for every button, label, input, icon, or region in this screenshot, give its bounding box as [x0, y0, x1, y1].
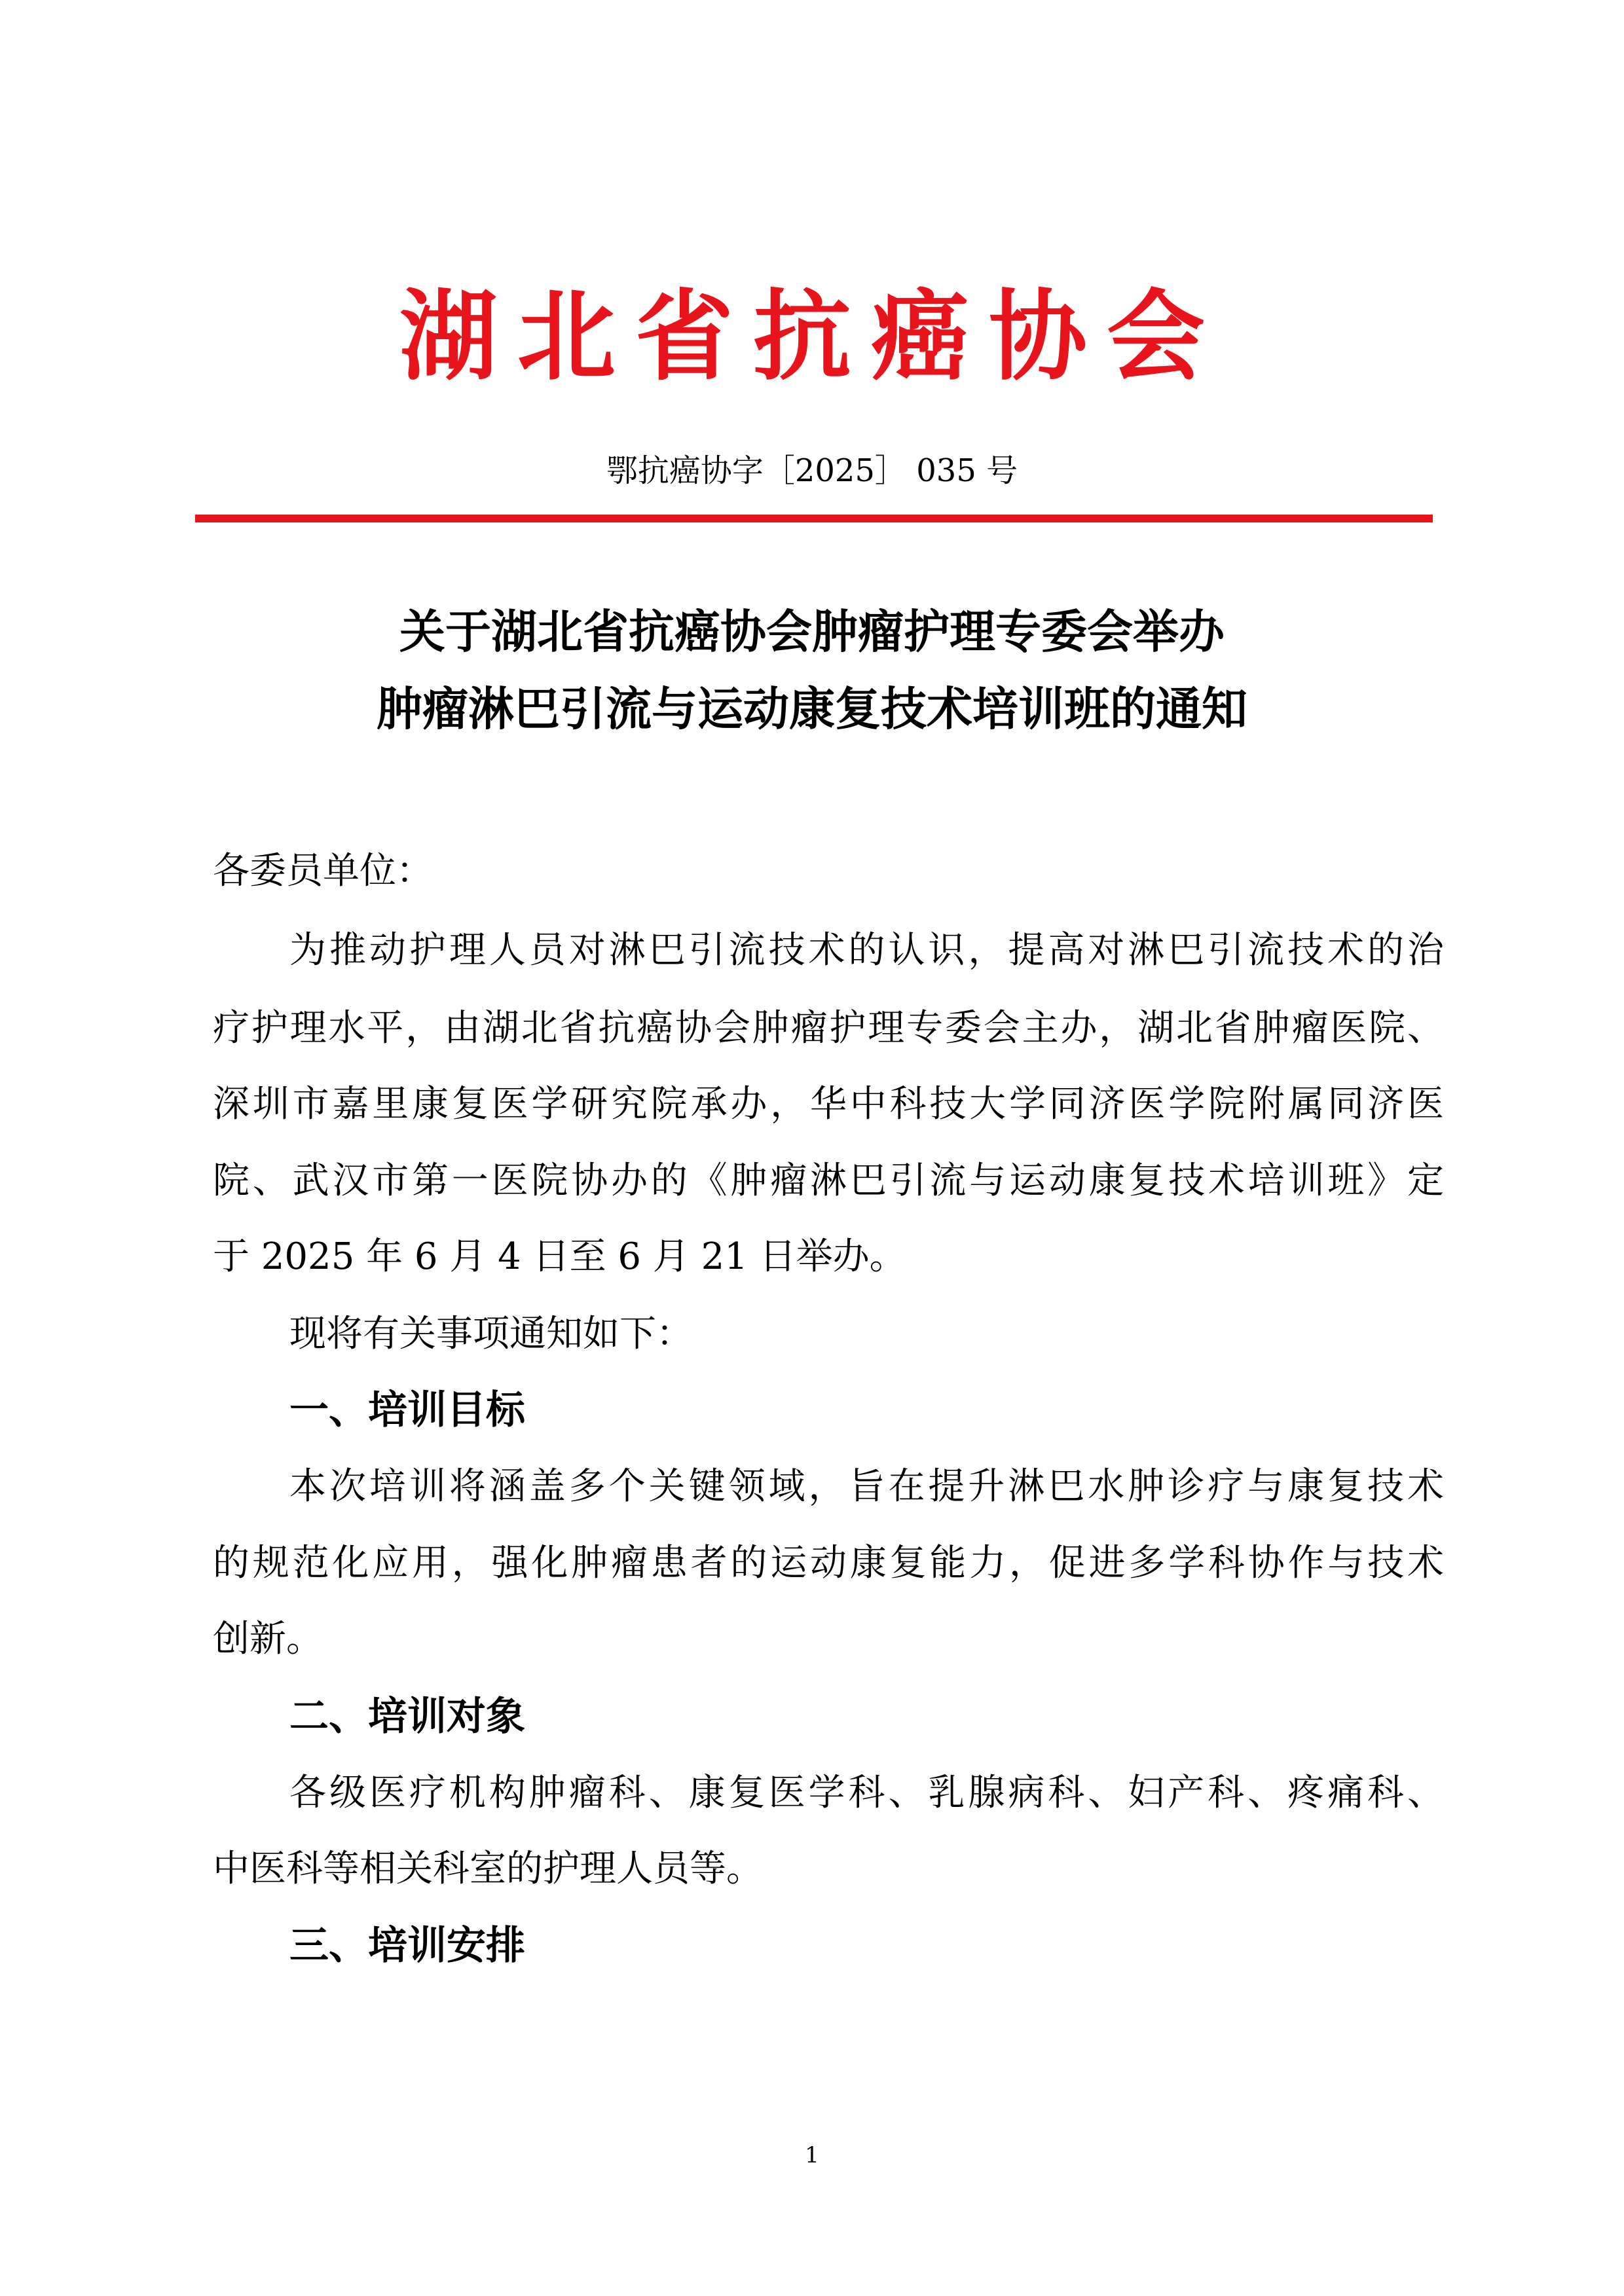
intro-paragraph-line: 疗护理水平，由湖北省抗癌协会肿瘤护理专委会主办，湖北省肿瘤医院、 [213, 1007, 1444, 1049]
section-heading-training-goal: 一、培训目标 [289, 1387, 525, 1433]
section-1-line: 创新。 [213, 1618, 323, 1660]
org-header: 湖北省抗癌协会 [399, 280, 1225, 394]
notice-title-line-2: 肿瘤淋巴引流与运动康复技术培训班的通知 [377, 682, 1247, 736]
notice-line: 现将有关事项通知如下： [289, 1313, 693, 1355]
intro-paragraph-line: 为推动护理人员对淋巴引流技术的认识，提高对淋巴引流技术的治 [289, 929, 1444, 972]
notice-title-line-1: 关于湖北省抗癌协会肿瘤护理专委会举办 [399, 604, 1225, 659]
section-2-line: 中医科等相关科室的护理人员等。 [213, 1848, 763, 1890]
red-divider [195, 515, 1433, 522]
intro-paragraph-line: 深圳市嘉里康复医学研究院承办，华中科技大学同济医学院附属同济医 [213, 1083, 1444, 1125]
section-1-line: 的规范化应用，强化肿瘤患者的运动康复能力，促进多学科协作与技术 [213, 1542, 1444, 1584]
section-2-line: 各级医疗机构肿瘤科、康复医学科、乳腺病科、妇产科、疼痛科、 [289, 1772, 1444, 1814]
document-number: 鄂抗癌协字［2025］ 035 号 [606, 452, 1018, 489]
intro-paragraph-line: 院、武汉市第一医院协办的《肿瘤淋巴引流与运动康复技术培训班》定 [213, 1159, 1444, 1202]
page-number: 1 [805, 2142, 819, 2168]
intro-paragraph-line: 于 2025 年 6 月 4 日至 6 月 21 日举办。 [213, 1235, 906, 1278]
section-heading-training-schedule: 三、培训安排 [289, 1923, 525, 1969]
section-heading-training-target: 二、培训对象 [289, 1694, 525, 1740]
section-1-line: 本次培训将涵盖多个关键领域，旨在提升淋巴水肿诊疗与康复技术 [289, 1465, 1444, 1508]
salutation: 各委员单位： [213, 850, 433, 892]
